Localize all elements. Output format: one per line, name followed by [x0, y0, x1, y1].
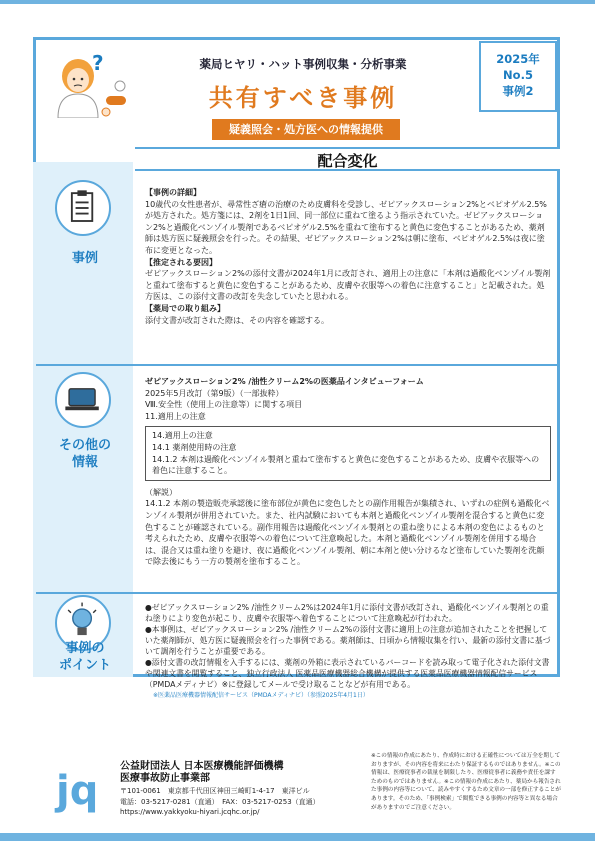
website-link[interactable]: https://www.yakkyoku-hiyari.jcqhc.or.jp/	[120, 808, 260, 816]
category-tag: 疑義照会・処方医への情報提供	[212, 119, 400, 140]
issue-year: 2025年	[496, 52, 540, 66]
precaution-line1: 14.適用上の注意	[152, 431, 213, 441]
other-content	[145, 376, 551, 568]
issue-number: No.5	[503, 68, 533, 82]
precaution-line2: 14.1 薬剤使用時の注意	[152, 442, 237, 452]
clipboard-icon	[55, 180, 111, 236]
section-label-other	[40, 437, 130, 471]
logo-text: jq	[56, 768, 99, 814]
cause-heading: 【推定される要因】	[145, 257, 217, 267]
precaution-box	[145, 426, 551, 480]
other-label-line1: その他の	[58, 438, 111, 453]
explain-heading: （解説）	[145, 487, 177, 497]
points-content	[145, 602, 551, 701]
detail-text: 10歳代の女性患者が、尋常性ざ瘡の治療のため皮膚科を受診し、ゼピアックスローション2%とベピオゲル2.5%が処方された。処方箋には、2剤を1日1回、同一部位に重ねて塗るよう指示されていた。ゼピアックスローション2%と過酸化ベンゾイル製剤であるベピオゲル2.5%を重ねて塗布すると黄色に変色することがあるため、薬剤師は処方医に疑義照会を行った。その結果、ゼピアックスローション2%は朝に塗布、ベピオゲル2.5%は夜に塗布に変更となった。	[145, 199, 547, 255]
jq-logo	[52, 752, 106, 822]
section-label-points	[40, 640, 130, 674]
laptop-icon	[55, 372, 111, 428]
other-label-line2: 情報	[71, 455, 98, 470]
series-title: 薬局ヒヤリ・ハット事例収集・分析事業	[199, 57, 407, 71]
point-bullet-2: ●本事例は、ゼピアックスローション2% /油性クリーム2%の添付文書に適用上の注意が追加されたことを把握していた薬剤師が、処方医に疑義照会を行った事例である。薬剤師は、日頃から情報収集を行い、最新の添付文書に基づいて調剤を行うことが重要である。	[145, 625, 551, 656]
points-label-line1: 事例の	[65, 641, 105, 656]
points-label-line2: ポイント	[58, 658, 111, 673]
issue-case: 事例2	[502, 84, 534, 98]
cause-text: ゼピアックスローション2%の添付文書が2024年1月に改訂され、適用上の注意に「本剤は過酸化ベンゾイル製剤と重ねて塗布すると黄色に変色することがあるため、皮膚や衣服等への着色に注意すること」と記載された。処方医は、この添付文書の改訂を失念していたと思われる。	[145, 269, 551, 302]
action-heading: 【薬局での取り組み】	[145, 303, 225, 313]
point-bullet-3: ●添付文書の改訂情報を入手するには、薬剤の外箱に表示されているバーコードを読み取って電子化された添付文書や関連文書を閲覧すること、独立行政法人 医薬品医療機器総合機構が提供する医薬品医療機器情報配信サービス（PMDAメディナビ）※に登録してメールで受け取ることなどが有用である。	[145, 658, 550, 689]
interview-form-section: Ⅷ.安全性（使用上の注意等）に関する項目	[145, 400, 303, 410]
address: 〒101-0061 東京都千代田区神田三崎町1-4-17 東洋ビル	[120, 787, 310, 795]
points-footnote: ※医薬品医療機器情報配信サービス（PMDAメディナビ）（参照2025年4月1日）	[153, 692, 369, 699]
interview-form-item: 11.適用上の注意	[145, 411, 206, 421]
action-text: 添付文書が改訂された際は、その内容を確認する。	[145, 315, 329, 325]
org-name: 公益財団法人 日本医療機能評価機構	[120, 761, 284, 772]
contact-block	[120, 786, 320, 818]
phone-fax: 電話：03-5217-0281（直通） FAX：03-5217-0253（直通）	[120, 797, 320, 806]
section-divider	[36, 364, 557, 366]
org-division: 医療事故防止事業部	[120, 773, 210, 784]
precaution-line3: 14.1.2 本剤は過酸化ベンゾイル製剤と重ねて塗布すると黄色に変色することがあるため、皮膚や衣服等への着色に注意すること。	[152, 454, 540, 476]
point-bullet-1: ●ゼピアックスローション2% /油性クリーム2%は2024年1月に添付文書が改訂され、過酸化ベンゾイル製剤との重ね塗りにより変色が起こり、皮膚や衣服等へ着色することについて注意喚起が行われた。	[145, 603, 549, 623]
section-label-case: 事例	[71, 251, 98, 266]
disclaimer: ※この情報の作成にあたり、作成時における正確性については万全を期しておりますが、その内容を将来にわたり保証するものではありません。※この情報は、医療従事者の裁量を制限したり、医療従事者に義務や責任を課すためのものではありません。※この情報の作成にあたり、薬局から報告された事例の内容等について、読みやすくするため文章の一部を修正することがあります。そのため、「事例検索」で閲覧できる事例の内容等と異なる場合がありますのでご注意ください。	[371, 753, 561, 811]
bottom-color-band	[0, 833, 595, 841]
pharmacist-illustration	[48, 48, 134, 118]
interview-form-title: ゼピアックスローション2% /油性クリーム2%の医薬品インタビューフォーム	[145, 377, 424, 386]
detail-heading: 【事例の詳細】	[145, 188, 201, 197]
section-divider	[36, 592, 557, 594]
issue-badge	[479, 41, 557, 112]
case-content	[145, 187, 551, 326]
svg-text:?: ?	[92, 51, 104, 75]
interview-form-revision: 2025年5月改訂（第9版）（一部抜粋）	[145, 388, 284, 398]
top-color-band	[0, 0, 595, 4]
explain-text: 14.1.2 本剤の製造販売承認後に塗布部位が黄色に変色したとの副作用報告が集積され、いずれの症例も過酸化ベンゾイル製剤が併用されていた。また、社内試験においても本剤と過酸化ベンゾイル製剤を混合すると黄色に変色することが確認されている。副作用報告は過酸化ベンゾイル製剤との重ね塗りによる本剤の変色によるものと考えられたため、皮膚や衣服等への着色について注意喚起した。本剤と過酸化ベンゾイル製剤を併用する場合は、混合又は重ね塗りを避け、夜に過酸化ベンゾイル製剤、朝に本剤と使い分けるなど塗布していた製剤を洗顔で除去後にもう一方の製剤を塗布すること。	[145, 499, 550, 567]
main-title: 共有すべき事例	[208, 84, 398, 112]
topic-title: 配合変化	[135, 147, 560, 171]
